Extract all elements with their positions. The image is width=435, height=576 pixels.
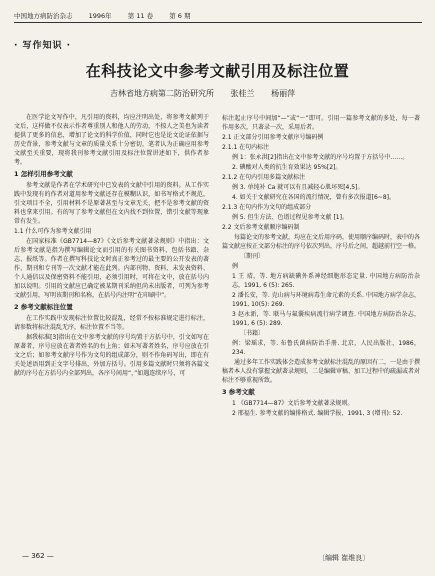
- example-line: 例 1：张永洪[2]指出在文中参考文献的序号均置于方括号中……。: [232, 154, 409, 161]
- paragraph: 在工作实践中发现标注位置比较混乱，经常不按标准规定进行标注，请参数将标注混乱无序，标注位置不当等。: [14, 315, 209, 331]
- example-line: 2 邢福生. 参考文献的编排格式. 编辑学报，1991, 3 (增刊): 52.: [232, 410, 403, 417]
- paragraph: 在国家标准《GB7714—87》《文后参考文献著录规则》中指出：文后参考文献是指为撰写编辑论文而引用的有关图书资料，包括书籍、杂志、报纸等。作者在撰写科技论文时真正参考过的最主要的公开发表的著作、期刊和专刊等一次文献才能在此列。内部刊物、资料、未发表资料、个人通信以及保密资料不能引用，必须引用时，可将在文中，放在括号内加以说明。引用的文献应已确定被某期刊采纳但尚未出版者，可列为参考文献引用，写明该期刊和名称，在括号内注明“在印刷中”。: [14, 238, 209, 299]
- example-line: 例：梁瑶求，等. 布鲁氏菌病防治手册. 北京，人民出版社，1986，234.: [232, 340, 420, 356]
- section-heading: 3 参考文献: [222, 388, 255, 396]
- example-line: 2 潘长安，等. 克山病与环境病毒生命元素的关系. 中国地方病学杂志，1991, 10(5): 269.: [232, 292, 420, 308]
- example-line: 4. 如关于文献研究在各国的流行情况，曾有多次报道[6~8]。: [232, 194, 395, 201]
- page-number: — 362 —: [22, 552, 54, 560]
- example-line: 例: [232, 263, 239, 270]
- paragraph: 参考文献是作者在学术研究中已发表的文献中引用的资料。从工作实践中发现有的作者对道用参考文献还存在模糊认识，如书写格式不规范，引文项目不全，引用材料不是原著甚至与文章无关，把不是参考文献的资料也拿来引用。有的写了参考文献但在文内找不到位置，错引文献等现象常有发生。: [14, 182, 209, 225]
- subsection-heading: 2.1.3 在句内作为文句的组成部分: [222, 204, 312, 211]
- paragraph: 通过多年工作实践体会造成参考文献标注混乱的原因有二，一是由于撰稿者本人没有掌握文献著录规则，二是编辑审稿、加工过程中的疏漏或者对标注不够重视所致。: [222, 359, 420, 384]
- paragraph: 据我标准[3]指出在文中参考文献的序号均置于方括号中，引文如写在原著者，序号应放在著者姓名的右上角；如未写著者姓名，序号应放在引文之后；如参考文献序号作为文句的组成部分，则不作角码写出，即在有关处述语用到正文字号排出，外加方括号。引用多篇文献时只须将各篇文献的序号在方括号内全部列出，各序号间用“，”如遇连续序号，可: [14, 334, 209, 377]
- example-line: 1 《GB7714—87》文后参考文献著录规则。: [232, 400, 354, 407]
- editor-credit: 〔编辑 崔维良〕: [318, 554, 370, 562]
- journal-issue: 第 6 期: [169, 12, 191, 20]
- example-line: 2. 碘酸对人类的抗生育效果达 95%[2]。: [232, 164, 342, 171]
- left-column: [14, 113, 209, 553]
- section-heading: 1 怎样引用参考文献: [14, 170, 73, 178]
- paragraph: 在医学论文写作中，凡引用的资料，均应注明出处，将参考文献列于文后，这样做不仅表示作者尊重别人和他人的劳动，不掠人之美也为读者提供了更多的信息，增加了论文的科学价值，同时它也是论文论证依据与历史背景，参考文献与文章的质量关系十分密切，笔者认为正确应用参考文献至关重要，现将我刊参考文献引用及标注位置讲述如下，供作者参考。: [14, 114, 209, 166]
- section-heading: 2 参考文献标注位置: [14, 303, 73, 311]
- example-line: 3 赵永新，等. 联马与氟囊疾病流行病学调查. 中国地方病防治杂志，1991, 6 (5): 289.: [232, 311, 420, 327]
- category-label: 〔书籍〕: [240, 330, 265, 337]
- subsection-heading: 2.1 正文部分引用参考文献序号编码例: [222, 134, 324, 141]
- author-2: 杨丽萍: [271, 89, 296, 98]
- author-line: [110, 88, 309, 99]
- section-tag: · 写作知识 ·: [14, 41, 72, 51]
- author-1: 张桂兰: [230, 89, 255, 98]
- example-line: 1 王 靖，等. 地方病缺碘外系神经细胞形态定量. 中国地方病防治杂志，1991, 6 (5): 265.: [232, 273, 420, 289]
- subsection-heading: 2.1.1 在句内标注: [222, 144, 270, 151]
- category-label: 〔期刊〕: [240, 253, 265, 260]
- right-column: [222, 113, 420, 553]
- subsection-heading: 2.1.2 在句内引用多篇文献标注: [222, 174, 306, 181]
- paragraph: 每篇论文的参考文献，均应在文后用序码，使用顺序编码时，表中的各篇文献应按正文部分标注的序号依次列出，序号后之间，超越前行空一格。: [222, 234, 420, 250]
- example-line: 例 3. 单纯补 Ca 就可以有且减轻心肌坏死[4,5]。: [232, 184, 364, 191]
- example-line: 例 5. 但生方法、色谱过程见参考文献 [1]。: [232, 214, 348, 221]
- paragraph: 标注起止序号中间加“—”或“～”即可。引用一篇参考文献的多处，每一著作用多次，只著录一次，采用后者。: [222, 115, 420, 131]
- journal-year: 1996年: [88, 12, 112, 20]
- journal-name: 中国地方病防治杂志: [14, 12, 73, 20]
- article-title: 在科技论文中参考文献引用及标注位置: [85, 62, 350, 80]
- affiliation: 吉林省地方病第二防治研究所: [110, 89, 214, 98]
- subsection-heading: 2.2 文后参考文献顺序编码制: [222, 224, 300, 231]
- journal-volume: 第 11 卷: [127, 12, 154, 20]
- running-header: [14, 10, 422, 23]
- subsection-heading: 1.1 什么可作为参考文献引用: [14, 228, 92, 235]
